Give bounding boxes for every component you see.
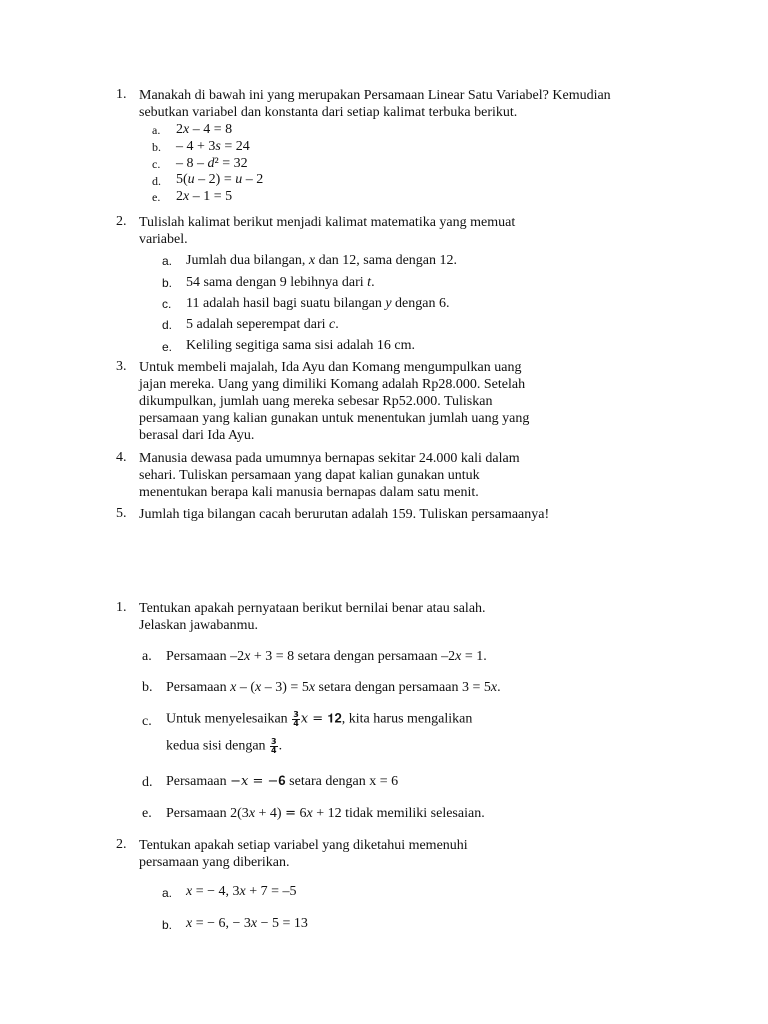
option-label: e. (142, 806, 152, 821)
option-label: b. (142, 680, 153, 695)
question-text (139, 214, 669, 248)
option-text-continued: kedua sisi dengan $\frac{3}{4}$ . (166, 737, 283, 755)
option-text: 54 sama dengan 9 lebihnya dari t. (186, 275, 375, 290)
question-line: persamaan yang diberikan. (139, 855, 290, 870)
option-text: – 8 – d² = 32 (176, 156, 248, 171)
question-line: persamaan yang kalian gunakan untuk menentukan jumlah uang yang (139, 411, 530, 426)
question-number: 1. (116, 600, 127, 615)
option-label: d. (162, 318, 173, 332)
option-label: c. (162, 297, 172, 311)
question-text: Jumlah tiga bilangan cacah berurutan adalah 159. Tuliskan persamaanya! (139, 507, 550, 522)
option-label: a. (162, 254, 173, 268)
question-line: berasal dari Ida Ayu. (139, 428, 255, 443)
option-text: Jumlah dua bilangan, x dan 12, sama dengan 12. (186, 253, 458, 268)
option-label: a. (162, 886, 173, 900)
option-label: c. (142, 714, 152, 729)
option-text: Persamaan –2x + 3 = 8 setara dengan persamaan –2x = 1. (166, 649, 487, 664)
question-line: Tentukan apakah setiap variabel yang diketahui memenuhi (139, 838, 468, 853)
question-line: Tentukan apakah pernyataan berikut bernilai benar atau salah. (139, 601, 486, 616)
option-text: x = − 4, 3x + 7 = –5 (186, 884, 297, 899)
option-text: 2x – 1 = 5 (176, 189, 233, 204)
question-number: 1. (116, 87, 127, 102)
option-label: e. (152, 190, 161, 204)
option-text: Untuk menyelesaikan $\frac{3}{4}$ 𝑥 = 𝟏𝟐, kita harus mengalikan (166, 710, 473, 728)
option-label: a. (142, 649, 152, 664)
question-number: 5. (116, 506, 127, 521)
option-text: 2x – 4 = 8 (176, 122, 233, 137)
fraction: $\frac{3}{4}$ (271, 737, 277, 755)
option-label: a. (152, 123, 161, 137)
question-line: Manusia dewasa pada umumnya bernapas sekitar 24.000 kali dalam (139, 451, 520, 466)
option-label: b. (152, 140, 161, 154)
option-text: Persamaan −𝑥 = −𝟔 setara dengan x = 6 (166, 774, 399, 789)
option-text: Persamaan 2(3x + 4) = 6x + 12 tidak memiliki selesaian. (166, 806, 485, 821)
option-label: b. (162, 918, 173, 932)
option-label: c. (152, 157, 161, 171)
fraction: $\frac{3}{4}$ (293, 710, 299, 728)
question-line: sehari. Tuliskan persamaan yang dapat kalian gunakan untuk (139, 468, 480, 483)
option-text: – 4 + 3s = 24 (176, 139, 250, 154)
question-number: 3. (116, 359, 127, 374)
option-text: Keliling segitiga sama sisi adalah 16 cm. (186, 338, 416, 353)
question-line: variabel. (139, 232, 188, 247)
question-line: Manakah di bawah ini yang merupakan Persamaan Linear Satu Variabel? Kemudian (139, 88, 611, 103)
question-number: 4. (116, 450, 127, 465)
option-text: x = − 6, − 3x − 5 = 13 (186, 916, 308, 931)
question-line: Untuk membeli majalah, Ida Ayu dan Komang mengumpulkan uang (139, 360, 522, 375)
question-text (139, 837, 669, 871)
question-text (139, 87, 669, 121)
question-text (139, 359, 565, 444)
question-text (139, 450, 565, 501)
option-label: e. (162, 340, 173, 354)
question-line: Jelaskan jawabanmu. (139, 618, 258, 633)
option-label: b. (162, 276, 173, 290)
option-label: d. (142, 775, 153, 790)
question-line: sebutkan variabel dan konstanta dari setiap kalimat terbuka berikut. (139, 105, 518, 120)
option-text: 11 adalah hasil bagi suatu bilangan y dengan 6. (186, 296, 450, 311)
question-number: 2. (116, 214, 127, 229)
option-text: Persamaan x – (x – 3) = 5x setara dengan persamaan 3 = 5x. (166, 680, 501, 695)
option-text: 5 adalah seperempat dari c. (186, 317, 339, 332)
question-number: 2. (116, 837, 127, 852)
question-line: dikumpulkan, jumlah uang mereka sebesar Rp52.000. Tuliskan (139, 394, 493, 409)
question-line: Tulislah kalimat berikut menjadi kalimat matematika yang memuat (139, 215, 516, 230)
question-line: jajan mereka. Uang yang dimiliki Komang adalah Rp28.000. Setelah (139, 377, 526, 392)
question-line: menentukan berapa kali manusia bernapas dalam satu menit. (139, 485, 479, 500)
question-text (139, 600, 669, 634)
option-label: d. (152, 174, 161, 188)
option-text: 5(u – 2) = u – 2 (176, 172, 264, 187)
